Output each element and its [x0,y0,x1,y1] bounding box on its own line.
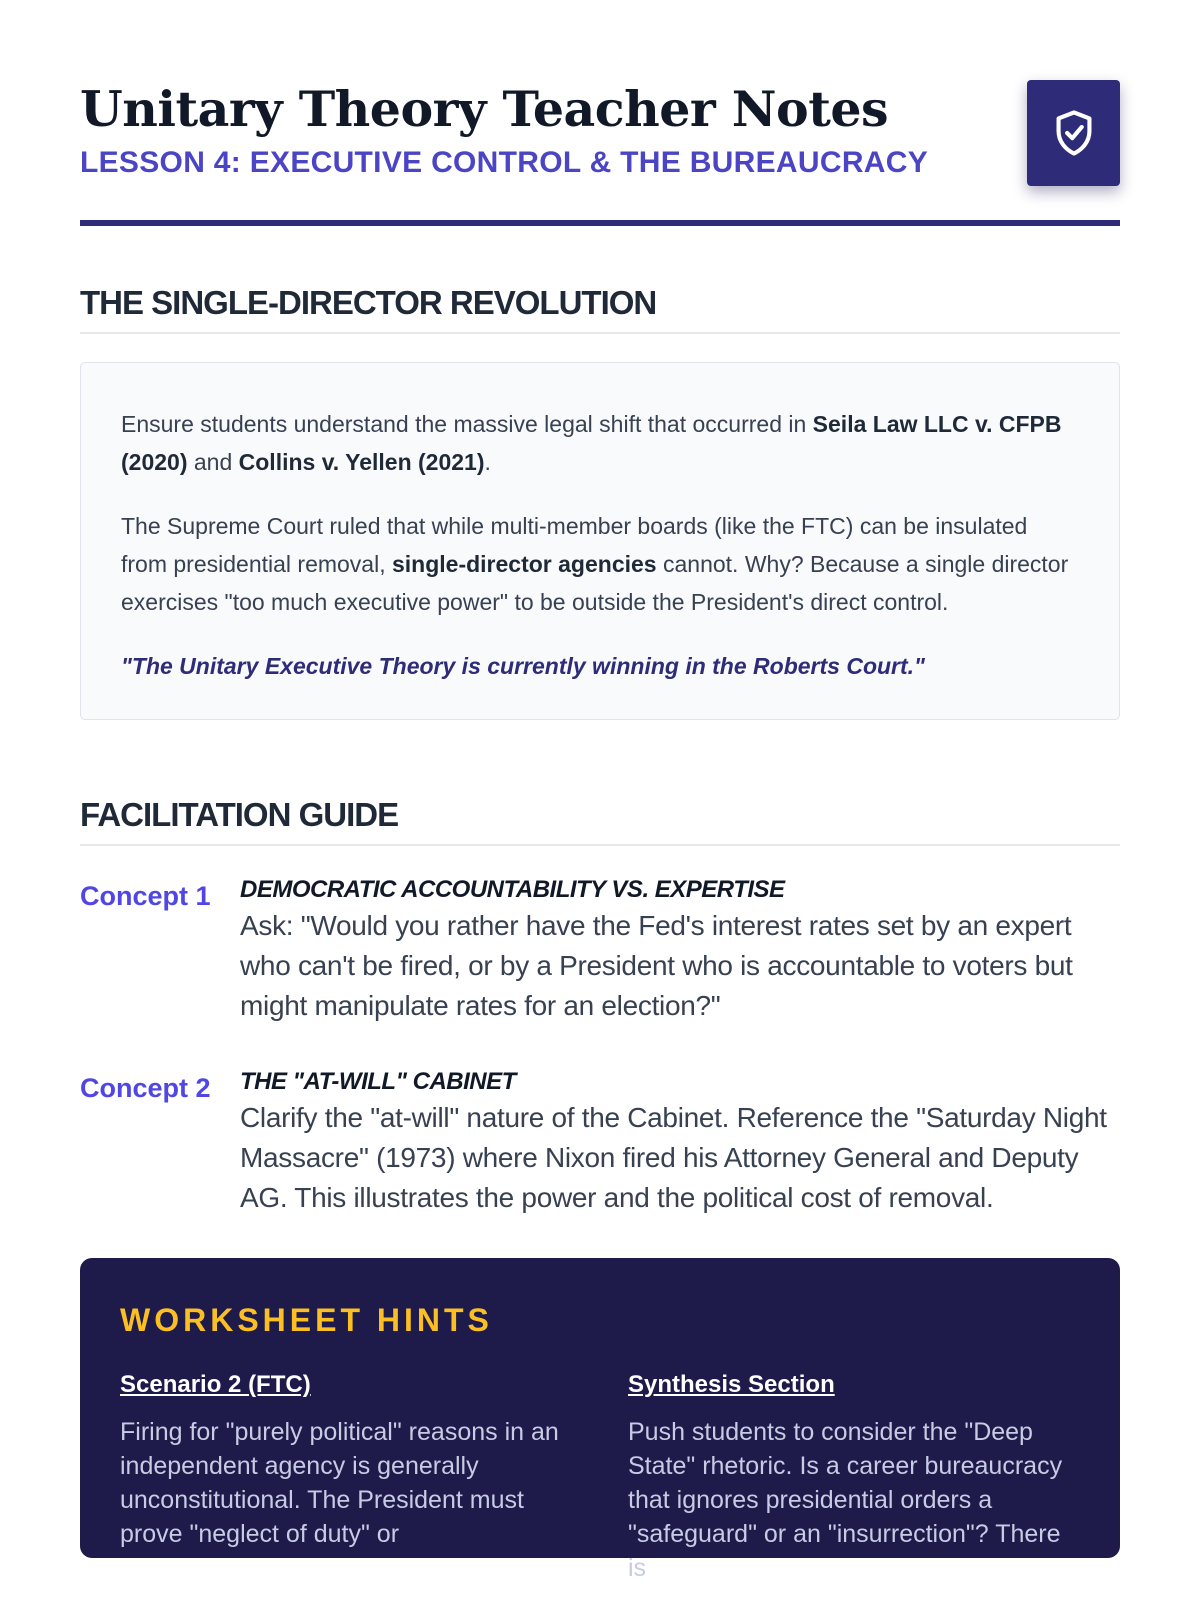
term-single-director-agencies: single-director agencies [392,551,657,577]
text-span: cannot. Why? Because a single director exercises "too much executive power" to be outside the President's direct control. [121,551,1069,615]
case-seila-law: Seila Law LLC v. CFPB (2020) [121,411,1062,475]
hint-column [120,1371,568,1585]
teacher-notes-page [80,0,1120,1582]
concept-text: Ask: "Would you rather have the Fed's interest rates set by an expert who can't be fired, or by a President who is accountable to voters but might manipulate rates for an election?" [240,910,1073,1021]
hints-columns [120,1371,1080,1585]
concept-body [240,874,1120,1026]
single-director-section [80,284,1120,720]
text-span: Ensure students understand the massive legal shift that occurred in [121,411,813,437]
concept-item [80,874,1120,1026]
worksheet-hints-panel [80,1258,1120,1582]
teacher-notes-box [80,362,1120,720]
hint-text: Firing for "purely political" reasons in an independent agency is generally unconstitutional. The President must prove "neglect of duty" or [120,1418,559,1548]
text-span: . [484,449,491,475]
hint-heading: Synthesis Section [628,1371,835,1398]
notes-paragraph-ruling [121,507,1079,621]
concept-list [80,874,1120,1218]
key-quote: "The Unitary Executive Theory is currently winning in the Roberts Court." [121,653,925,679]
case-collins-v-yellen: Collins v. Yellen (2021) [238,449,485,475]
section-heading-facilitation: FACILITATION GUIDE [80,796,1120,846]
notes-paragraph-cases [121,405,1079,481]
concept-body [240,1066,1120,1218]
concept-label: Concept 2 [80,1073,211,1103]
concept-item [80,1066,1120,1218]
shield-check-icon [1053,109,1095,157]
shield-badge [1027,80,1120,186]
hint-heading: Scenario 2 (FTC) [120,1371,311,1398]
text-span: The Supreme Court ruled that while multi-member boards (like the FTC) can be insulated from presidential removal, [121,513,1028,577]
page-title: Unitary Theory Teacher Notes [80,80,889,138]
lesson-subtitle: LESSON 4: EXECUTIVE CONTROL & THE BUREAUCRACY [80,146,929,179]
concept-title: THE "AT-WILL" CABINET [240,1068,516,1095]
text-span: and [187,449,239,475]
concept-label: Concept 1 [80,881,211,911]
worksheet-hints-title: WORKSHEET HINTS [120,1302,493,1338]
facilitation-section [80,796,1120,1218]
page-header [80,78,1120,226]
concept-text: Clarify the "at-will" nature of the Cabinet. Reference the "Saturday Night Massacre" (1973) where Nixon fired his Attorney General and Deputy AG. This illustrates the power and the political cost of removal. [240,1102,1107,1213]
hint-text: Push students to consider the "Deep State" rhetoric. Is a career bureaucracy that ignores presidential orders a "safeguard" or an "insurrection"? There is [628,1418,1063,1582]
hint-column [628,1371,1076,1585]
section-heading-single-director: THE SINGLE-DIRECTOR REVOLUTION [80,284,1120,334]
concept-title: DEMOCRATIC ACCOUNTABILITY VS. EXPERTISE [240,876,785,903]
